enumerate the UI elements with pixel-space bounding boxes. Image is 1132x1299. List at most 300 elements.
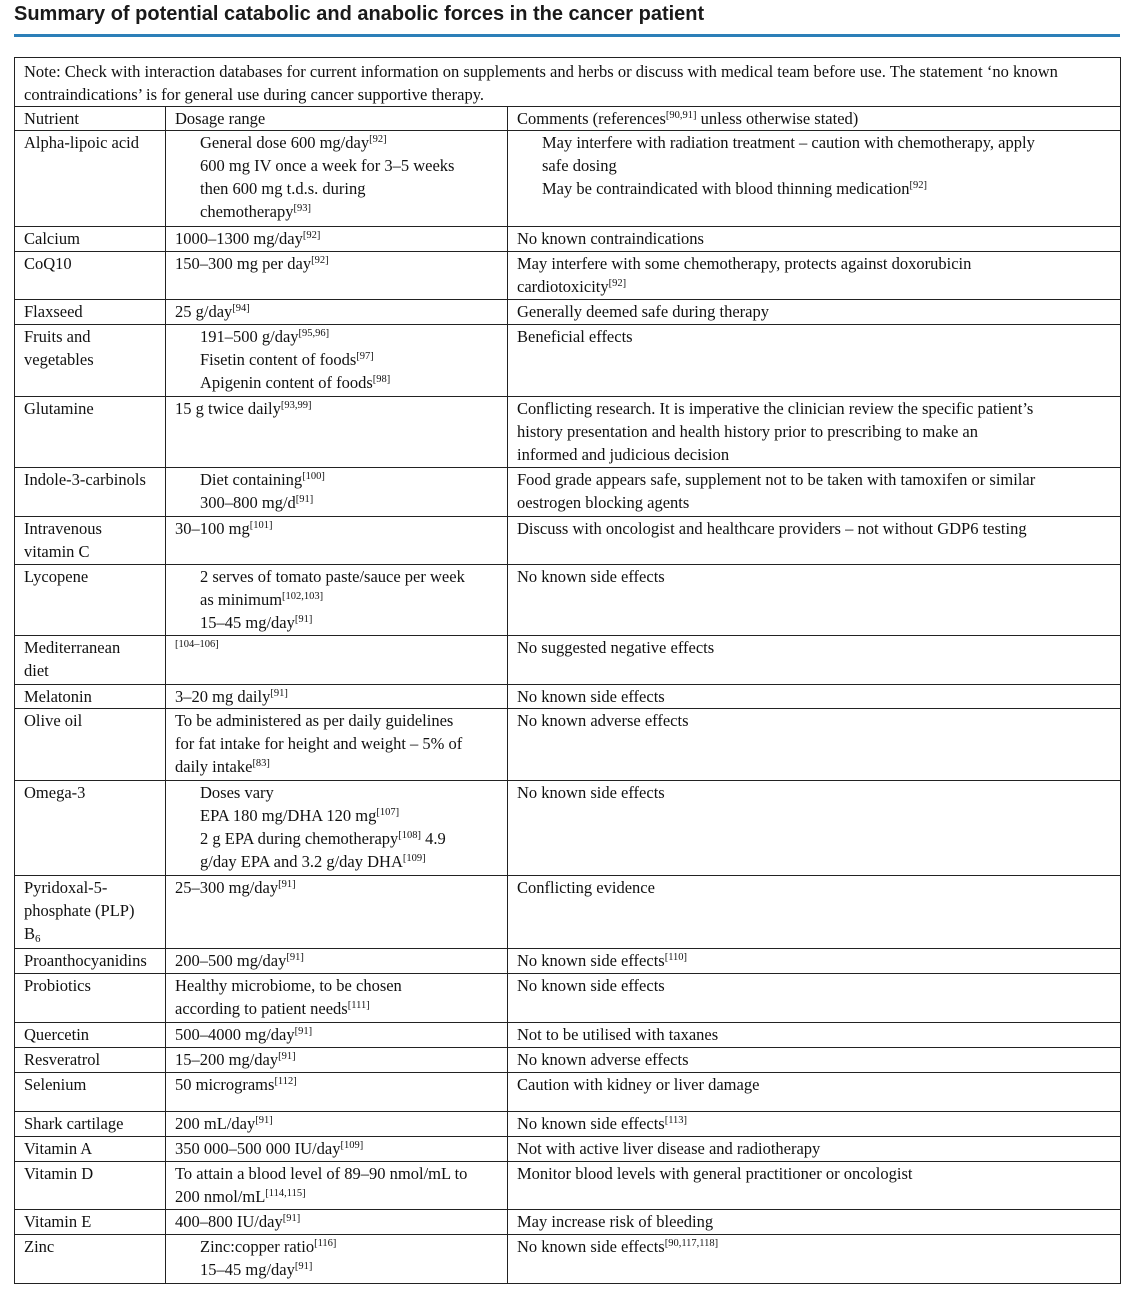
- dosage-line: [175, 1112, 504, 1135]
- reference-superscript: [91]: [278, 1051, 296, 1062]
- dosage-cell: [166, 1073, 508, 1112]
- nutrient-cell: [15, 131, 166, 227]
- nutrient-cell: [15, 325, 166, 397]
- reference-superscript: [109]: [340, 1140, 364, 1151]
- dosage-cell: [166, 685, 508, 709]
- table-row: [15, 227, 1121, 252]
- dosage-line: [175, 1185, 504, 1208]
- dosage-line: [175, 1258, 504, 1281]
- dosage-line-text: g/day EPA and 3.2 g/day DHA: [200, 852, 403, 871]
- table-row: [15, 565, 1121, 636]
- nutrient-cell: [15, 565, 166, 636]
- header-dosage: Dosage range: [166, 107, 508, 131]
- dosage-line-text: Fisetin content of foods: [200, 350, 357, 369]
- table-row: [15, 517, 1121, 565]
- header-comments: [508, 107, 1121, 131]
- dosage-cell: [166, 131, 508, 227]
- nutrient-cell: [15, 252, 166, 300]
- dosage-line-text: 15–45 mg/day: [200, 613, 295, 632]
- reference-superscript: [92]: [311, 255, 329, 266]
- reference-superscript: [102,103]: [282, 591, 324, 602]
- dosage-cell: [166, 517, 508, 565]
- comments-line: [517, 709, 1117, 732]
- comments-line: [517, 468, 1117, 491]
- note-cell: Note: Check with interaction databases for current information on supplements and herbs or discuss with medical team before use. The statement ‘no known contraindications’ is for general use during cancer supportive therapy.: [15, 58, 1121, 107]
- comments-line-text: informed and judicious decision: [517, 445, 730, 464]
- reference-superscript: [109]: [402, 853, 426, 864]
- comments-line: [517, 397, 1117, 420]
- nutrient-table: [14, 57, 1121, 1284]
- nutrient-cell: [15, 1112, 166, 1137]
- dosage-line: [175, 397, 504, 420]
- reference-superscript: [111]: [347, 1000, 370, 1011]
- reference-superscript: [101]: [249, 520, 273, 531]
- dosage-line-text: 200 nmol/mL: [175, 1187, 266, 1206]
- nutrient-name-line: Proanthocyanidins: [24, 951, 147, 970]
- comments-line: [517, 974, 1117, 997]
- dosage-line-text: Doses vary: [200, 783, 274, 802]
- reference-superscript: [91]: [295, 494, 314, 505]
- comments-line-text: No known side effects: [517, 687, 665, 706]
- dosage-line-text: To be administered as per daily guidelines: [175, 711, 454, 730]
- comments-line-text: Discuss with oncologist and healthcare providers – not without GDP6 testing: [517, 519, 1027, 538]
- nutrient-name-line: Vitamin D: [24, 1164, 94, 1183]
- reference-superscript: [92]: [369, 134, 387, 145]
- comments-line-text: Not with active liver disease and radiotherapy: [517, 1139, 821, 1158]
- dosage-cell: [166, 1162, 508, 1210]
- dosage-line: [175, 517, 504, 540]
- comments-line-text: May interfere with some chemotherapy, protects against doxorubicin: [517, 254, 972, 273]
- comments-line-text: Food grade appears safe, supplement not to be taken with tamoxifen or similar: [517, 470, 1036, 489]
- dosage-cell: [166, 300, 508, 325]
- dosage-line-text: for fat intake for height and weight – 5% of: [175, 734, 463, 753]
- header-comments-tail: unless otherwise stated): [696, 109, 859, 128]
- reference-superscript: [113]: [664, 1115, 688, 1126]
- comments-line: [517, 252, 1117, 275]
- comments-cell: [508, 876, 1121, 949]
- dosage-line-text: Healthy microbiome, to be chosen: [175, 976, 402, 995]
- dosage-line: [175, 755, 504, 778]
- comments-cell: [508, 325, 1121, 397]
- reference-superscript: [116]: [314, 1238, 337, 1249]
- dosage-line: [175, 252, 504, 275]
- dosage-line: [175, 588, 504, 611]
- nutrient-cell: [15, 974, 166, 1023]
- dosage-line-continuation: 4.9: [421, 829, 446, 848]
- dosage-line-text: 25–300 mg/day: [175, 878, 279, 897]
- nutrient-name-line: Pyridoxal-5-: [24, 878, 108, 897]
- comments-cell: [508, 517, 1121, 565]
- reference-superscript: [91]: [294, 1026, 313, 1037]
- dosage-line: [175, 565, 504, 588]
- comments-line: [517, 275, 1117, 298]
- comments-line-text: Generally deemed safe during therapy: [517, 302, 769, 321]
- reference-superscript: [104–106]: [175, 639, 219, 650]
- header-comments-text: Comments (references: [517, 109, 666, 128]
- dosage-cell: [166, 781, 508, 876]
- nutrient-cell: [15, 1023, 166, 1048]
- dosage-line-text: 50 micrograms: [175, 1075, 275, 1094]
- nutrient-cell: [15, 517, 166, 565]
- dosage-line: [175, 491, 504, 514]
- comments-cell: [508, 1137, 1121, 1162]
- comments-cell: [508, 300, 1121, 325]
- reference-superscript: [107]: [376, 807, 400, 818]
- dosage-line-text: 200 mL/day: [175, 1114, 256, 1133]
- nutrient-cell: [15, 1048, 166, 1073]
- comments-line-text: No known side effects: [517, 1114, 665, 1133]
- nutrient-name-line: Resveratrol: [24, 1050, 101, 1069]
- reference-superscript: [94]: [232, 303, 250, 314]
- dosage-line: [175, 1162, 504, 1185]
- dosage-line-text: General dose 600 mg/day: [200, 133, 370, 152]
- reference-superscript: [91]: [294, 1261, 313, 1272]
- table-row: [15, 974, 1121, 1023]
- comments-line-text: May increase risk of bleeding: [517, 1212, 714, 1231]
- comments-line: [517, 636, 1117, 659]
- note-row: [15, 58, 1121, 107]
- dosage-line: [175, 732, 504, 755]
- comments-line: [517, 325, 1117, 348]
- reference-superscript: [95,96]: [298, 328, 330, 339]
- reference-superscript: [90,117,118]: [664, 1238, 719, 1249]
- dosage-line: [175, 131, 504, 154]
- dosage-cell: [166, 1048, 508, 1073]
- table-row: [15, 636, 1121, 685]
- reference-superscript: [93]: [293, 203, 311, 214]
- nutrient-cell: [15, 949, 166, 974]
- comments-cell: [508, 685, 1121, 709]
- reference-superscript: [91]: [294, 614, 313, 625]
- dosage-line: [175, 177, 504, 200]
- dosage-cell: [166, 325, 508, 397]
- comments-line: [517, 1210, 1117, 1233]
- dosage-line-text: 350 000–500 000 IU/day: [175, 1139, 341, 1158]
- dosage-line: [175, 850, 504, 873]
- table-row: [15, 1073, 1121, 1112]
- comments-line-text: history presentation and health history prior to prescribing to make an: [517, 422, 978, 441]
- dosage-line: [175, 827, 504, 850]
- table-row: [15, 709, 1121, 781]
- comments-line: [517, 1073, 1117, 1096]
- dosage-cell: [166, 565, 508, 636]
- nutrient-name-line: Calcium: [24, 229, 80, 248]
- dosage-line-text: 15–45 mg/day: [200, 1260, 295, 1279]
- dosage-line-text: 191–500 g/day: [200, 327, 299, 346]
- comments-line-text: No known side effects: [517, 567, 665, 586]
- dosage-line-text: 1000–1300 mg/day: [175, 229, 303, 248]
- nutrient-name-line: Intravenous: [24, 519, 102, 538]
- nutrient-cell: [15, 300, 166, 325]
- comments-cell: [508, 709, 1121, 781]
- comments-line: [517, 517, 1117, 540]
- dosage-cell: [166, 1235, 508, 1284]
- dosage-line: [175, 1073, 504, 1096]
- header-nutrient: Nutrient: [15, 107, 166, 131]
- dosage-line-text: To attain a blood level of 89–90 nmol/mL to: [175, 1164, 468, 1183]
- table-row: [15, 1048, 1121, 1073]
- nutrient-cell: [15, 636, 166, 685]
- dosage-line-text: 2 g EPA during chemotherapy: [200, 829, 399, 848]
- dosage-cell: [166, 974, 508, 1023]
- reference-superscript: [92]: [302, 230, 321, 241]
- nutrient-name-line: Zinc: [24, 1237, 55, 1256]
- dosage-line-text: then 600 mg t.d.s. during: [200, 179, 366, 198]
- table-row: [15, 397, 1121, 468]
- comments-line: [517, 227, 1117, 250]
- nutrient-cell: [15, 1137, 166, 1162]
- comments-line-text: No known side effects: [517, 1237, 665, 1256]
- comments-cell: [508, 131, 1121, 227]
- dosage-cell: [166, 397, 508, 468]
- nutrient-name-line: Mediterranean: [24, 638, 121, 657]
- nutrient-name-line: phosphate (PLP): [24, 901, 135, 920]
- nutrient-name-line: Glutamine: [24, 399, 94, 418]
- nutrient-name-line: Olive oil: [24, 711, 83, 730]
- nutrient-name-line: Fruits and: [24, 327, 91, 346]
- dosage-cell: [166, 1137, 508, 1162]
- nutrient-name-line: Vitamin A: [24, 1139, 93, 1158]
- dosage-line-text: EPA 180 mg/DHA 120 mg: [200, 806, 377, 825]
- nutrient-name-line: Selenium: [24, 1075, 87, 1094]
- dosage-line: [175, 154, 504, 177]
- nutrient-name-line: vitamin C: [24, 542, 90, 561]
- comments-cell: [508, 636, 1121, 685]
- dosage-line-text: 25 g/day: [175, 302, 233, 321]
- dosage-line-text: daily intake: [175, 757, 253, 776]
- reference-superscript: [92]: [608, 278, 627, 289]
- dosage-line: [175, 1023, 504, 1046]
- comments-line-text: May be contraindicated with blood thinning medication: [542, 179, 910, 198]
- comments-cell: [508, 227, 1121, 252]
- comments-line: [517, 177, 1117, 200]
- nutrient-cell: [15, 876, 166, 949]
- reference-superscript: [93,99]: [280, 400, 312, 411]
- comments-line: [517, 154, 1117, 177]
- reference-superscript: [83]: [252, 758, 270, 769]
- nutrient-name-line: Flaxseed: [24, 302, 83, 321]
- nutrient-name-line: Melatonin: [24, 687, 92, 706]
- table-row: [15, 876, 1121, 949]
- nutrient-name-line: diet: [24, 661, 49, 680]
- dosage-line-text: Zinc:copper ratio: [200, 1237, 315, 1256]
- nutrient-name-line: Quercetin: [24, 1025, 90, 1044]
- comments-line-text: No known adverse effects: [517, 711, 689, 730]
- comments-line: [517, 1048, 1117, 1071]
- dosage-line: [175, 348, 504, 371]
- dosage-line: [175, 685, 504, 708]
- dosage-line: [175, 974, 504, 997]
- comments-cell: [508, 974, 1121, 1023]
- table-row: [15, 1235, 1121, 1284]
- nutrient-cell: [15, 1073, 166, 1112]
- dosage-line: [175, 468, 504, 491]
- dosage-line-text: Apigenin content of foods: [200, 373, 373, 392]
- comments-line: [517, 131, 1117, 154]
- reference-superscript: [91]: [255, 1115, 273, 1126]
- table-row: [15, 781, 1121, 876]
- dosage-cell: [166, 227, 508, 252]
- dosage-cell: [166, 949, 508, 974]
- comments-cell: [508, 1023, 1121, 1048]
- dosage-line-text: 2 serves of tomato paste/sauce per week: [200, 567, 465, 586]
- comments-line-text: oestrogen blocking agents: [517, 493, 690, 512]
- nutrient-cell: [15, 685, 166, 709]
- comments-line-text: May interfere with radiation treatment – caution with chemotherapy, apply: [542, 133, 1035, 152]
- dosage-line-text: chemotherapy: [200, 202, 294, 221]
- comments-line-text: No known adverse effects: [517, 1050, 689, 1069]
- header-row: [15, 107, 1121, 131]
- reference-superscript: [92]: [909, 180, 927, 191]
- dosage-line-text: 300–800 mg/d: [200, 493, 296, 512]
- nutrient-name-line: Omega-3: [24, 783, 86, 802]
- dosage-line-text: 3–20 mg daily: [175, 687, 271, 706]
- table-row: [15, 131, 1121, 227]
- dosage-line-text: 600 mg IV once a week for 3–5 weeks: [200, 156, 455, 175]
- comments-line: [517, 1023, 1117, 1046]
- nutrient-cell: [15, 1162, 166, 1210]
- nutrient-name-line: Vitamin E: [24, 1212, 92, 1231]
- table-row: [15, 1162, 1121, 1210]
- comments-line: [517, 491, 1117, 514]
- comments-cell: [508, 565, 1121, 636]
- reference-superscript: [110]: [664, 952, 688, 963]
- dosage-line-text: as minimum: [200, 590, 283, 609]
- dosage-cell: [166, 468, 508, 517]
- nutrient-cell: [15, 781, 166, 876]
- dosage-line-text: 400–800 IU/day: [175, 1212, 283, 1231]
- dosage-cell: [166, 1023, 508, 1048]
- dosage-line: [175, 1137, 504, 1160]
- reference-superscript: [91]: [270, 688, 288, 699]
- comments-line: [517, 1112, 1117, 1135]
- reference-superscript: [91]: [282, 1213, 301, 1224]
- table-row: [15, 468, 1121, 517]
- comments-cell: [508, 1210, 1121, 1235]
- reference-superscript: [112]: [274, 1076, 297, 1087]
- dosage-cell: [166, 876, 508, 949]
- comments-line-text: Not to be utilised with taxanes: [517, 1025, 719, 1044]
- comments-line-text: Beneficial effects: [517, 327, 633, 346]
- nutrient-cell: [15, 397, 166, 468]
- dosage-line-text: 150–300 mg per day: [175, 254, 312, 273]
- comments-line-text: No known contraindications: [517, 229, 704, 248]
- dosage-cell: [166, 1210, 508, 1235]
- comments-line: [517, 1137, 1117, 1160]
- comments-line: [517, 420, 1117, 443]
- comments-line-text: Monitor blood levels with general practitioner or oncologist: [517, 1164, 913, 1183]
- table-row: [15, 949, 1121, 974]
- dosage-cell: [166, 252, 508, 300]
- comments-cell: [508, 1073, 1121, 1112]
- comments-cell: [508, 1048, 1121, 1073]
- dosage-line: [175, 781, 504, 804]
- dosage-line-text: 500–4000 mg/day: [175, 1025, 295, 1044]
- header-comments-ref: [90,91]: [665, 110, 697, 121]
- comments-line: [517, 949, 1117, 972]
- table-row: [15, 1112, 1121, 1137]
- dosage-line: [175, 709, 504, 732]
- reference-superscript: [97]: [356, 351, 374, 362]
- comments-line-text: Conflicting research. It is imperative the clinician review the specific patient’s: [517, 399, 1034, 418]
- comments-cell: [508, 468, 1121, 517]
- table-row: [15, 300, 1121, 325]
- comments-cell: [508, 949, 1121, 974]
- reference-superscript: [91]: [286, 952, 304, 963]
- dosage-line: [175, 371, 504, 394]
- dosage-line-text: 15–200 mg/day: [175, 1050, 279, 1069]
- dosage-line: [175, 997, 504, 1020]
- comments-line: [517, 565, 1117, 588]
- comments-line-text: No known side effects: [517, 976, 665, 995]
- nutrient-cell: [15, 709, 166, 781]
- dosage-line: [175, 611, 504, 634]
- dosage-line-text: 30–100 mg: [175, 519, 250, 538]
- nutrient-cell: [15, 1210, 166, 1235]
- dosage-cell: [166, 1112, 508, 1137]
- reference-superscript: [91]: [278, 879, 296, 890]
- table-row: [15, 1023, 1121, 1048]
- dosage-line-text: 15 g twice daily: [175, 399, 281, 418]
- nutrient-name-line: CoQ10: [24, 254, 72, 273]
- dosage-line: [175, 1210, 504, 1233]
- dosage-line: [175, 200, 504, 223]
- nutrient-name-line: Indole-3-carbinols: [24, 470, 146, 489]
- table-row: [15, 252, 1121, 300]
- table-row: [15, 325, 1121, 397]
- dosage-line: [175, 1048, 504, 1071]
- comments-line-text: No suggested negative effects: [517, 638, 715, 657]
- nutrient-name-line: vegetables: [24, 350, 94, 369]
- dosage-cell: [166, 709, 508, 781]
- table-row: [15, 1137, 1121, 1162]
- comments-line: [517, 685, 1117, 708]
- comments-line: [517, 876, 1117, 899]
- dosage-cell: [166, 636, 508, 685]
- comments-line: [517, 1235, 1117, 1258]
- reference-superscript: [98]: [372, 374, 391, 385]
- dosage-line: [175, 325, 504, 348]
- title-rule: [14, 34, 1120, 37]
- table-row: [15, 1210, 1121, 1235]
- nutrient-name-line: Probiotics: [24, 976, 91, 995]
- comments-line: [517, 1162, 1117, 1185]
- dosage-line-text: according to patient needs: [175, 999, 348, 1018]
- nutrient-cell: [15, 1235, 166, 1284]
- comments-cell: [508, 1235, 1121, 1284]
- nutrient-cell: [15, 227, 166, 252]
- dosage-line-text: Diet containing: [200, 470, 303, 489]
- reference-superscript: [100]: [302, 471, 325, 482]
- reference-superscript: [114,115]: [265, 1188, 306, 1199]
- comments-cell: [508, 397, 1121, 468]
- page-title: Summary of potential catabolic and anabolic forces in the cancer patient: [14, 3, 705, 25]
- comments-line-text: No known side effects: [517, 783, 665, 802]
- comments-cell: [508, 1112, 1121, 1137]
- dosage-line: [175, 636, 504, 659]
- comments-cell: [508, 252, 1121, 300]
- table-row: [15, 685, 1121, 709]
- dosage-line: [175, 227, 504, 250]
- reference-superscript: [108]: [398, 830, 422, 841]
- comments-cell: [508, 781, 1121, 876]
- dosage-line: [175, 300, 504, 323]
- comments-line-text: Conflicting evidence: [517, 878, 655, 897]
- comments-cell: [508, 1162, 1121, 1210]
- comments-line-text: safe dosing: [542, 156, 617, 175]
- nutrient-name-line: Shark cartilage: [24, 1114, 124, 1133]
- comments-line: [517, 300, 1117, 323]
